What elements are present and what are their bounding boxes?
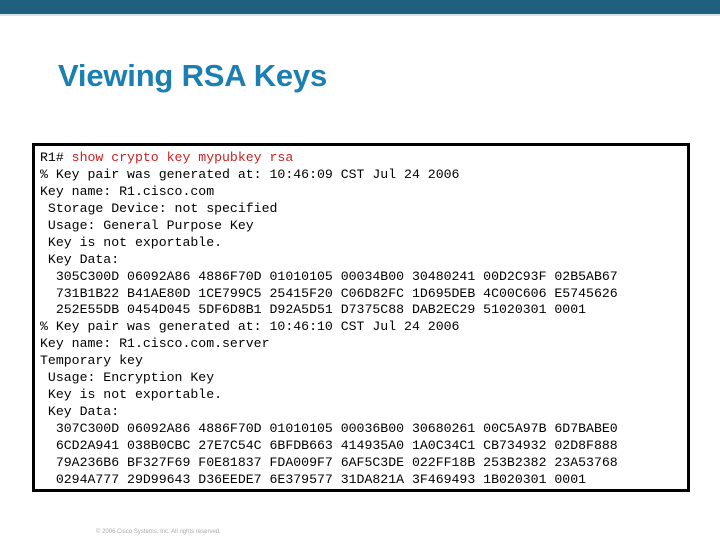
router-prompt: R1# xyxy=(40,150,72,165)
slide-title: Viewing RSA Keys xyxy=(58,58,328,93)
output-line: 79A236B6 BF327F69 F0E81837 FDA009F7 6AF5C3DE 022FF18B 253B2382 23A53768 xyxy=(40,454,618,470)
output-line: Key name: R1.cisco.com xyxy=(40,183,215,199)
output-line: Key name: R1.cisco.com.server xyxy=(40,336,270,352)
output-line: Key is not exportable. xyxy=(40,387,223,403)
output-line: % Key pair was generated at: 10:46:10 CST Jul 24 2006 xyxy=(40,319,460,335)
output-line: % Key pair was generated at: 10:46:09 CST Jul 24 2006 xyxy=(40,166,460,182)
output-line: Key Data: xyxy=(40,404,120,420)
show-command: show crypto key mypubkey rsa xyxy=(71,150,294,165)
output-line: Temporary key xyxy=(40,353,143,369)
top-banner-bar xyxy=(0,0,720,14)
top-banner-divider xyxy=(0,14,720,16)
output-line: 731B1B22 B41AE80D 1CE799C5 25415F20 C06D82FC 1D695DEB 4C00C606 E5745626 xyxy=(40,285,618,301)
output-line: 0294A777 29D99643 D36EEDE7 6E379577 31DA821A 3F469493 1B020301 0001 xyxy=(40,471,587,487)
output-line: 6CD2A941 038B0CBC 27E7C54C 6BFDB663 414935A0 1A0C34C1 CB734932 02D8F888 xyxy=(40,437,618,453)
output-line: 307C300D 06092A86 4886F70D 01010105 00036B00 30680261 00C5A97B 6D7BABE0 xyxy=(40,421,618,436)
output-line: Key Data: xyxy=(40,251,120,267)
output-line: Storage Device: not specified xyxy=(40,200,278,216)
terminal-output-box xyxy=(32,143,690,492)
output-line: 305C300D 06092A86 4886F70D 01010105 00034B00 30480241 00D2C93F 02B5AB67 xyxy=(40,268,618,284)
terminal-lines xyxy=(40,150,618,489)
output-line: Key is not exportable. xyxy=(40,234,223,250)
output-line: Usage: Encryption Key xyxy=(40,370,215,386)
output-line: Usage: General Purpose Key xyxy=(40,217,254,233)
command-line xyxy=(40,150,618,167)
output-line: 252E55DB 0454D045 5DF6D8B1 D92A5D51 D7375C88 DAB2EC29 51020301 0001 xyxy=(40,302,587,318)
copyright-footer: © 2006 Cisco Systems, Inc. All rights reserved. xyxy=(96,529,221,535)
